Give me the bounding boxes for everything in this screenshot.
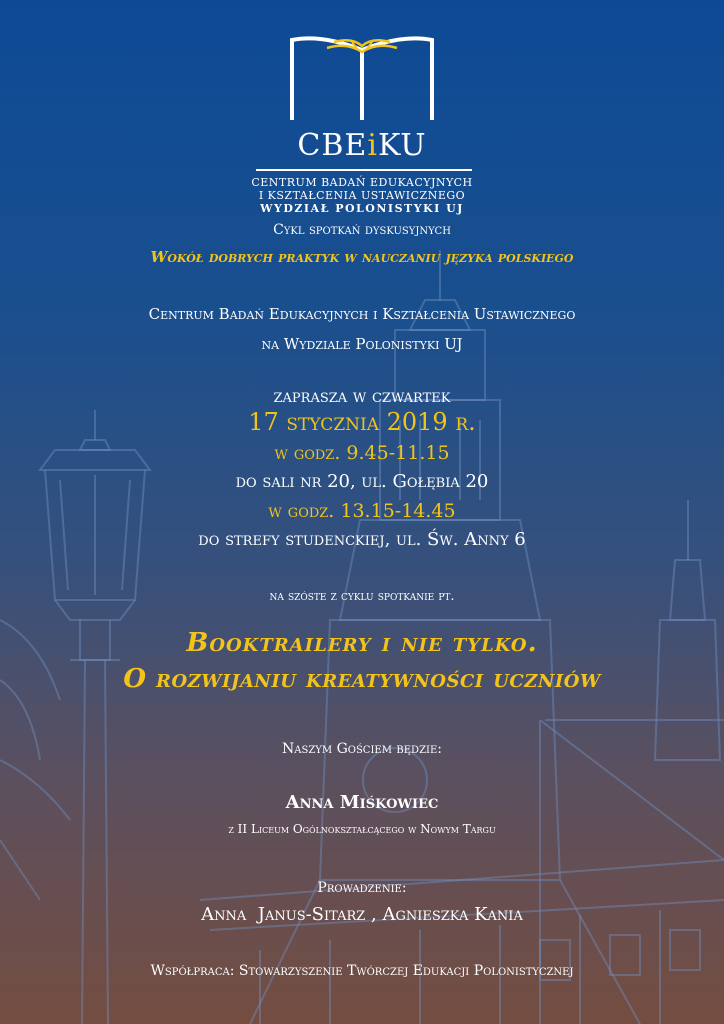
organizer-line-2: na Wydziale Polonistyki UJ [261, 335, 463, 353]
hosts-label: Prowadzenie: [317, 880, 407, 896]
logo-line-1: CENTRUM BADAŃ EDUKACYJNYCH [251, 176, 473, 189]
logo-divider [256, 169, 472, 171]
logo-line-3: WYDZIAŁ POLONISTYKI UJ [260, 202, 464, 215]
hosts-names: Anna Janus-Sitarz , Agnieszka Kania [201, 904, 523, 925]
cooperation-label: Współpraca: [150, 963, 235, 979]
guest-name: Anna Miśkowiec [285, 792, 439, 813]
cooperation-org: Stowarzyszenie Twórczej Edukacji Polonistycznej [238, 963, 574, 979]
logo-line-2: I KSZTAŁCENIA USTAWICZNEGO [258, 189, 466, 202]
cbeiku-logo [242, 28, 482, 215]
series-label: Cykl spotkań dyskusyjnych [273, 222, 451, 238]
cooperation [0, 963, 724, 979]
event-place-2: do strefy studenckiej, ul. Św. Anny 6 [198, 529, 526, 550]
guest-affiliation: z II Liceum Ogólnokształcącego w Nowym Targu [228, 822, 496, 836]
open-book-icon [242, 28, 482, 128]
event-time-1: w godz. 9.45-11.15 [274, 442, 450, 464]
guest-label: Naszym Gościem będzie: [282, 741, 442, 757]
organizer-line-1: Centrum Badań Edukacyjnych i Kształcenia Ustawicznego [148, 305, 576, 323]
series-title: Wokół dobrych praktyk w nauczaniu języka polskiego [150, 248, 574, 266]
invitation-intro: zaprasza w czwartek [273, 386, 451, 407]
logo-abbreviation: CBEiKU [297, 128, 427, 163]
meeting-intro: na szóste z cyklu spotkanie pt. [269, 589, 455, 604]
event-date: 17 stycznia 2019 r. [248, 408, 476, 436]
meeting-title-2: O rozwijaniu kreatywności uczniów [123, 664, 601, 694]
event-place-1: do sali nr 20, ul. Gołębia 20 [235, 471, 489, 492]
event-time-2: w godz. 13.15-14.45 [268, 500, 456, 522]
meeting-title-1: Booktrailery i nie tylko. [186, 628, 538, 658]
